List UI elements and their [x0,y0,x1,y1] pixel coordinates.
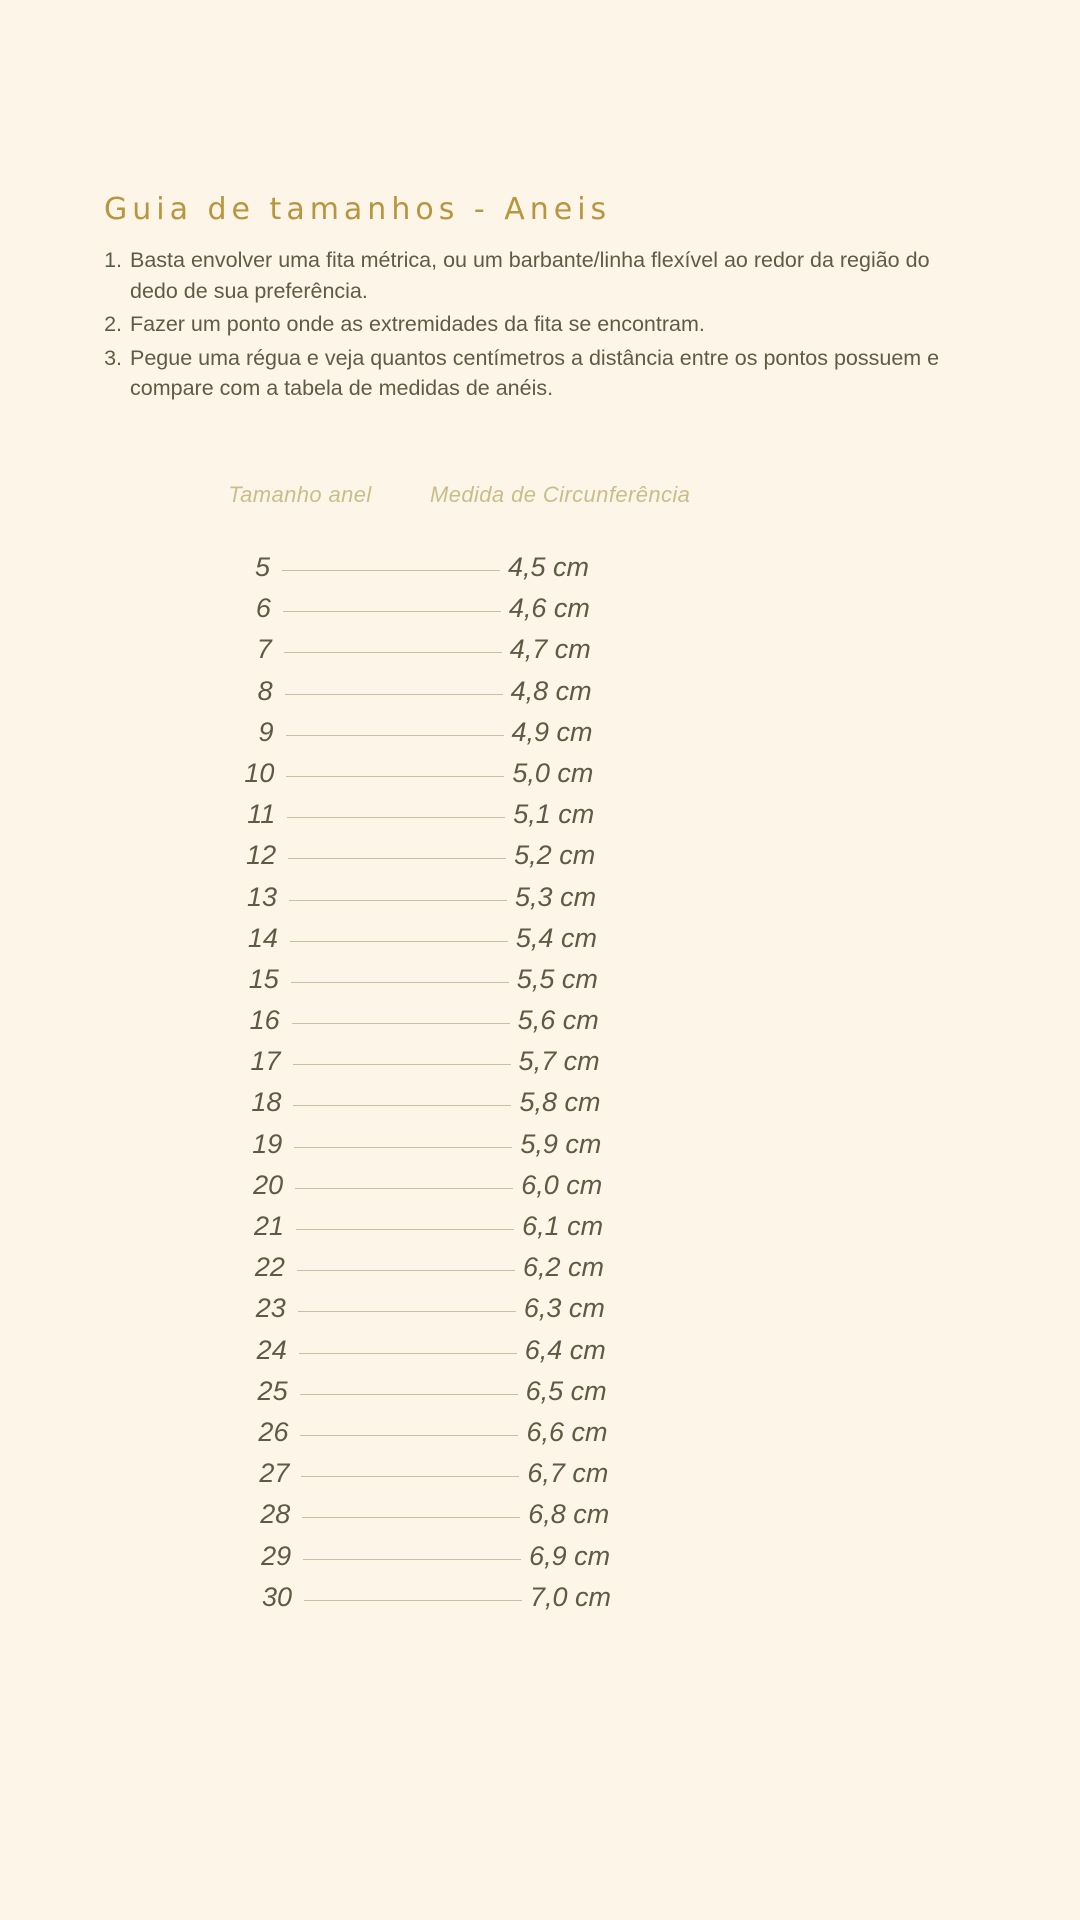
ring-size-value: 9 [258,716,274,747]
ring-size-value: 10 [244,757,275,788]
table-row [0,840,1080,881]
leader-line [288,858,506,859]
leader-line [284,652,502,653]
leader-line [299,1353,517,1354]
column-header-measure: Medida de Circunferência [430,482,691,507]
table-row [0,1252,1080,1293]
circumference-value: 7,0 cm [530,1581,612,1612]
leader-line [300,1435,518,1436]
leader-line [297,1270,515,1271]
leader-line [287,817,505,818]
leader-line [293,1105,511,1106]
instruction-number: 2. [104,312,122,337]
leader-line [286,735,504,736]
ring-size-value: 22 [254,1252,285,1283]
ring-size-value: 7 [256,634,272,665]
ring-size-value: 29 [261,1540,292,1571]
circumference-value: 5,1 cm [513,799,595,830]
circumference-value: 4,6 cm [508,593,590,624]
ring-size-value: 11 [247,799,276,830]
table-row [0,552,1080,593]
table-row [0,799,1080,840]
ring-size-value: 6 [255,593,271,624]
table-row [0,717,1080,758]
table-row [0,1499,1080,1540]
leader-line [282,570,500,571]
circumference-value: 6,1 cm [522,1211,604,1241]
leader-line [295,1188,513,1189]
circumference-value: 5,7 cm [518,1046,600,1077]
circumference-value: 5,2 cm [514,840,596,871]
leader-line [283,611,501,612]
circumference-value: 6,4 cm [524,1334,606,1365]
circumference-value: 4,8 cm [510,675,592,706]
ring-size-value: 5 [254,552,270,582]
table-row [0,676,1080,717]
table-row [0,1335,1080,1376]
table-row [0,1417,1080,1458]
leader-line [303,1559,521,1560]
ring-size-value: 17 [250,1046,281,1077]
table-row [0,1087,1080,1128]
table-row [0,882,1080,923]
table-row [0,758,1080,799]
ring-size-value: 8 [257,675,273,706]
table-row [0,1046,1080,1087]
table-row [0,1129,1080,1170]
table-row [0,593,1080,634]
ring-size-value: 14 [247,922,278,953]
leader-line [289,900,507,901]
table-row [0,964,1080,1005]
instruction-item [104,309,980,340]
instruction-text: Basta envolver uma fita métrica, ou um barbante/linha flexível ao redor da região do dedo de sua preferência. [130,248,930,303]
circumference-value: 5,3 cm [515,881,597,912]
leader-line [302,1517,520,1518]
page-title: Guia de tamanhos - Aneis [104,192,612,228]
instruction-number: 3. [104,345,122,370]
ring-size-value: 18 [251,1087,282,1118]
ring-size-value: 23 [255,1293,286,1324]
ring-size-value: 13 [246,881,278,912]
leader-line [301,1476,519,1477]
instruction-number: 1. [104,248,122,272]
leader-line [292,1023,510,1024]
circumference-value: 6,7 cm [527,1458,609,1489]
ring-size-value: 21 [254,1211,285,1241]
ring-size-value: 27 [259,1458,290,1489]
circumference-value: 4,9 cm [511,716,593,747]
leader-line [286,776,504,777]
circumference-value: 6,9 cm [529,1540,611,1571]
circumference-value: 5,6 cm [517,1005,599,1036]
circumference-value: 5,8 cm [519,1087,601,1118]
circumference-value: 5,0 cm [512,757,594,788]
circumference-value: 4,5 cm [508,552,590,582]
circumference-value: 5,4 cm [515,922,597,953]
circumference-value: 6,5 cm [525,1375,607,1406]
leader-line [300,1394,518,1395]
instruction-item [104,245,980,306]
instruction-text: Fazer um ponto onde as extremidades da fita se encontram. [130,312,705,337]
leader-line [293,1064,511,1065]
ring-size-value: 30 [261,1581,292,1612]
circumference-value: 6,2 cm [522,1252,604,1283]
ring-size-value: 28 [260,1499,291,1530]
table-row [0,1005,1080,1046]
table-row [0,1582,1080,1623]
ring-size-value: 25 [257,1375,288,1406]
leader-line [304,1600,522,1601]
table-row [0,1541,1080,1582]
circumference-value: 5,5 cm [516,963,598,994]
circumference-value: 6,6 cm [526,1416,608,1447]
leader-line [298,1311,516,1312]
circumference-value: 6,0 cm [521,1169,603,1200]
ring-size-value: 19 [252,1128,283,1159]
table-row [0,1376,1080,1417]
ring-size-value: 15 [248,963,279,994]
ring-size-value: 16 [249,1005,280,1036]
leader-line [285,694,503,695]
table-row [0,634,1080,675]
leader-line [294,1147,512,1148]
ring-size-value: 24 [256,1334,287,1365]
instruction-text: Pegue uma régua e veja quantos centímetros a distância entre os pontos possuem e compare com a tabela de medidas de anéis. [130,345,940,401]
table-row [0,1170,1080,1211]
table-row [0,1458,1080,1499]
instruction-list [96,245,980,407]
table-row [0,1293,1080,1334]
circumference-value: 6,8 cm [528,1499,610,1530]
table-column-headers [0,482,1080,512]
circumference-value: 4,7 cm [509,634,591,665]
circumference-value: 6,3 cm [523,1293,605,1324]
leader-line [291,982,509,983]
ring-size-value: 20 [253,1169,284,1200]
column-header-size: Tamanho anel [228,482,372,507]
leader-line [290,941,508,942]
size-table [0,552,1080,1623]
table-row [0,1211,1080,1252]
ring-size-value: 26 [258,1416,289,1447]
ring-size-value: 12 [246,840,277,871]
circumference-value: 5,9 cm [520,1128,602,1159]
leader-line [296,1229,514,1230]
instruction-item [104,343,980,404]
table-row [0,923,1080,964]
